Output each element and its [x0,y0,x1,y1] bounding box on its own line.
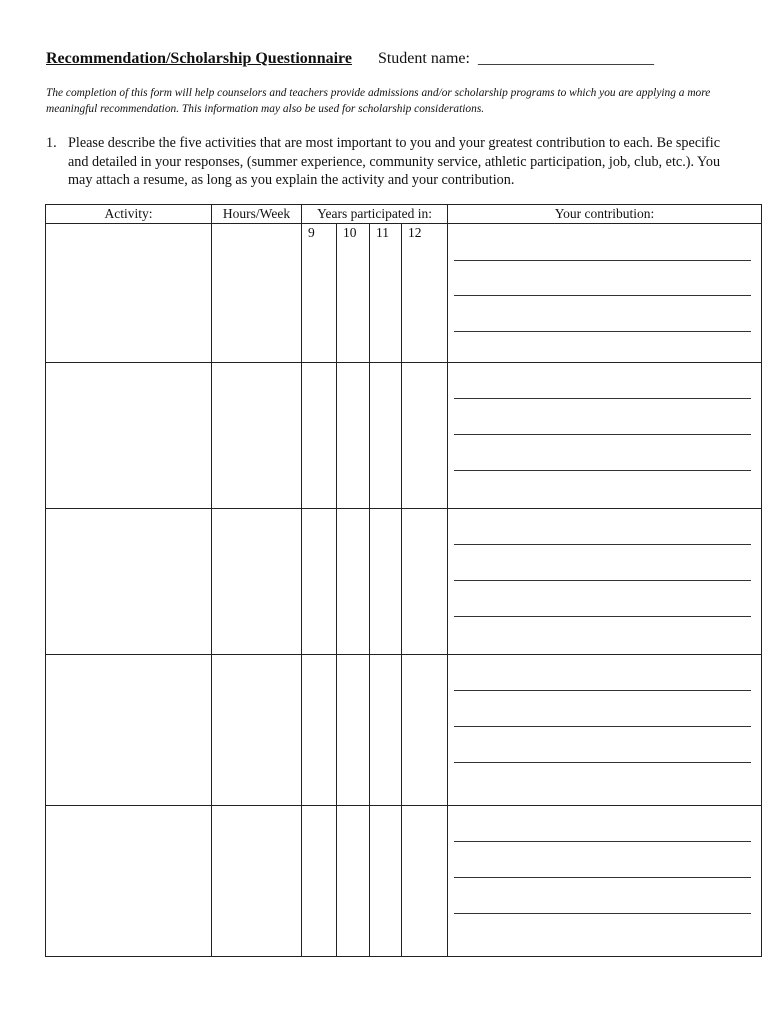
year-9-cell[interactable] [302,806,337,957]
year-9-cell[interactable] [302,242,337,362]
year-10-cell[interactable] [337,655,370,806]
student-name-field[interactable]: ______________________ [477,50,654,67]
contribution-header: Your contribution: [448,205,762,224]
activity-cell[interactable] [46,655,212,806]
contribution-cell[interactable] [448,806,762,957]
contribution-cell[interactable] [448,363,762,509]
contribution-line[interactable] [454,726,751,727]
hours-cell[interactable] [212,509,302,655]
contribution-cell[interactable] [448,509,762,655]
table-row [46,363,762,509]
year-12-label: 12 [402,224,448,243]
contribution-line[interactable] [454,331,751,332]
activity-cell[interactable] [46,509,212,655]
hours-cell[interactable] [212,655,302,806]
hours-cell[interactable] [212,806,302,957]
contribution-line[interactable] [454,470,751,471]
contribution-line[interactable] [454,260,751,261]
contribution-line[interactable] [454,616,751,617]
contribution-cell[interactable] [448,224,762,363]
table-header-row [46,205,762,224]
contribution-line[interactable] [454,841,751,842]
title-row [46,47,736,71]
activity-cell[interactable] [46,806,212,957]
form-title: Recommendation/Scholarship Questionnaire [46,50,352,67]
year-11-cell[interactable] [370,363,402,509]
year-9-cell[interactable] [302,655,337,806]
year-9-cell[interactable] [302,509,337,655]
year-9-label: 9 [302,224,337,243]
question-1 [46,134,726,190]
contribution-line[interactable] [454,434,751,435]
activity-header: Activity: [46,205,212,224]
contribution-line[interactable] [454,544,751,545]
contribution-line[interactable] [454,580,751,581]
table-row [46,224,762,243]
year-12-cell[interactable] [402,509,448,655]
question-text: Please describe the five activities that are most important to you and your greatest contribution to each. Be specific and detailed in your responses, (summer experience, community service, athletic participation, job, club, etc.). You may attach a resume, as long as you explain the activity and your contribution. [68,135,721,188]
contribution-cell[interactable] [448,655,762,806]
year-12-cell[interactable] [402,242,448,362]
year-11-label: 11 [370,224,402,243]
contribution-line[interactable] [454,295,751,296]
intro-paragraph: The completion of this form will help counselors and teachers provide admissions and/or scholarship programs to which you are applying a more meaningful recommendation. This information may also be used for scholarship considerations. [46,87,711,115]
contribution-line[interactable] [454,913,751,914]
year-10-cell[interactable] [337,242,370,362]
contribution-line[interactable] [454,398,751,399]
year-12-cell[interactable] [402,806,448,957]
year-12-cell[interactable] [402,363,448,509]
student-name-label: Student name: [377,50,470,67]
table-row [46,655,762,806]
year-10-label: 10 [337,224,370,243]
year-11-cell[interactable] [370,242,402,362]
year-11-cell[interactable] [370,806,402,957]
year-11-cell[interactable] [370,509,402,655]
activity-cell[interactable] [46,363,212,509]
table-row [46,509,762,655]
year-10-cell[interactable] [337,363,370,509]
contribution-line[interactable] [454,877,751,878]
year-10-cell[interactable] [337,806,370,957]
year-9-cell[interactable] [302,363,337,509]
hours-header: Hours/Week [212,205,302,224]
years-header: Years participated in: [302,205,448,224]
activity-cell[interactable] [46,224,212,363]
contribution-line[interactable] [454,762,751,763]
question-number: 1. [46,135,57,151]
activity-table [45,204,762,957]
hours-cell[interactable] [212,363,302,509]
year-11-cell[interactable] [370,655,402,806]
table-row [46,806,762,957]
contribution-line[interactable] [454,690,751,691]
year-10-cell[interactable] [337,509,370,655]
year-12-cell[interactable] [402,655,448,806]
hours-cell[interactable] [212,224,302,363]
